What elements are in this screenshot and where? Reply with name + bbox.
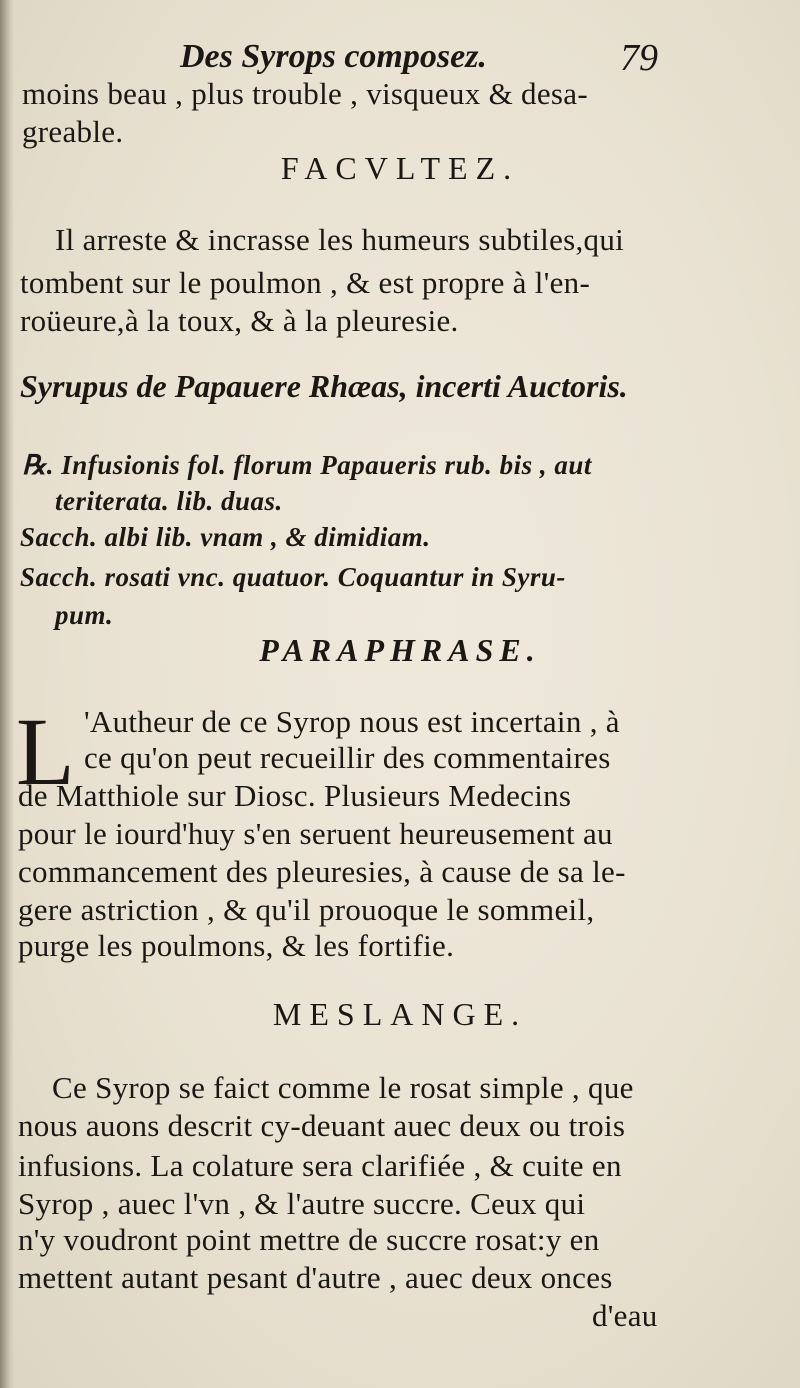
body-line: infusions. La colature sera clarifiée , & cuite en <box>18 1148 622 1183</box>
body-line: ce qu'on peut recueillir des commentaires <box>84 740 611 775</box>
body-line: greable. <box>22 114 124 149</box>
recipe-line: teriterata. lib. duas. <box>55 486 283 516</box>
recipe-line: pum. <box>55 600 114 630</box>
body-line: Syrop , auec l'vn , & l'autre succre. Ceux qui <box>18 1186 586 1221</box>
body-line: mettent autant pesant d'autre , auec deux onces <box>18 1260 613 1295</box>
recipe-line <box>22 450 592 481</box>
catchword: d'eau <box>592 1298 658 1333</box>
body-line: 'Autheur de ce Syrop nous est incertain , à <box>84 704 620 739</box>
page-gutter-shadow <box>0 0 14 1388</box>
body-line: purge les poulmons, & les fortifie. <box>18 928 455 963</box>
drop-capital: L <box>16 698 75 805</box>
body-line: pour le iourd'huy s'en seruent heureusement au <box>18 816 613 851</box>
section-heading-paraphrase: PARAPHRASE. <box>259 632 541 668</box>
section-heading-meslange: MESLANGE. <box>272 996 528 1032</box>
recipe-line: Sacch. albi lib. vnam , & dimidiam. <box>20 522 431 552</box>
body-line: moins beau , plus trouble , visqueux & desa- <box>22 76 588 111</box>
body-line: Il arreste & incrasse les humeurs subtiles,qui <box>55 222 625 257</box>
section-heading-facultez: FACVLTEZ. <box>280 150 520 186</box>
recipe-symbol: ℞. <box>22 450 54 480</box>
body-line: gere astriction , & qu'il prouoque le sommeil, <box>18 892 595 927</box>
body-line: tombent sur le poulmon , & est propre à l'en- <box>20 265 591 300</box>
body-line: Ce Syrop se faict comme le rosat simple , que <box>52 1070 634 1105</box>
recipe-text: Infusionis fol. florum Papaueris rub. bis , aut <box>61 450 592 480</box>
syrup-title: Syrupus de Papauere Rhæas, incerti Auctoris. <box>20 368 628 404</box>
recipe-line: Sacch. rosati vnc. quatuor. Coquantur in Syru- <box>20 562 566 592</box>
body-line: n'y voudront point mettre de succre rosat:y en <box>18 1222 600 1257</box>
body-line: commancement des pleuresies, à cause de sa le- <box>18 854 626 889</box>
body-line: de Matthiole sur Diosc. Plusieurs Medecins <box>18 778 572 813</box>
page-number: 79 <box>620 37 658 79</box>
running-head: Des Syrops composez. <box>180 38 487 75</box>
body-line: roüeure,à la toux, & à la pleuresie. <box>20 303 459 338</box>
body-line: nous auons descrit cy-deuant auec deux ou trois <box>18 1108 626 1143</box>
